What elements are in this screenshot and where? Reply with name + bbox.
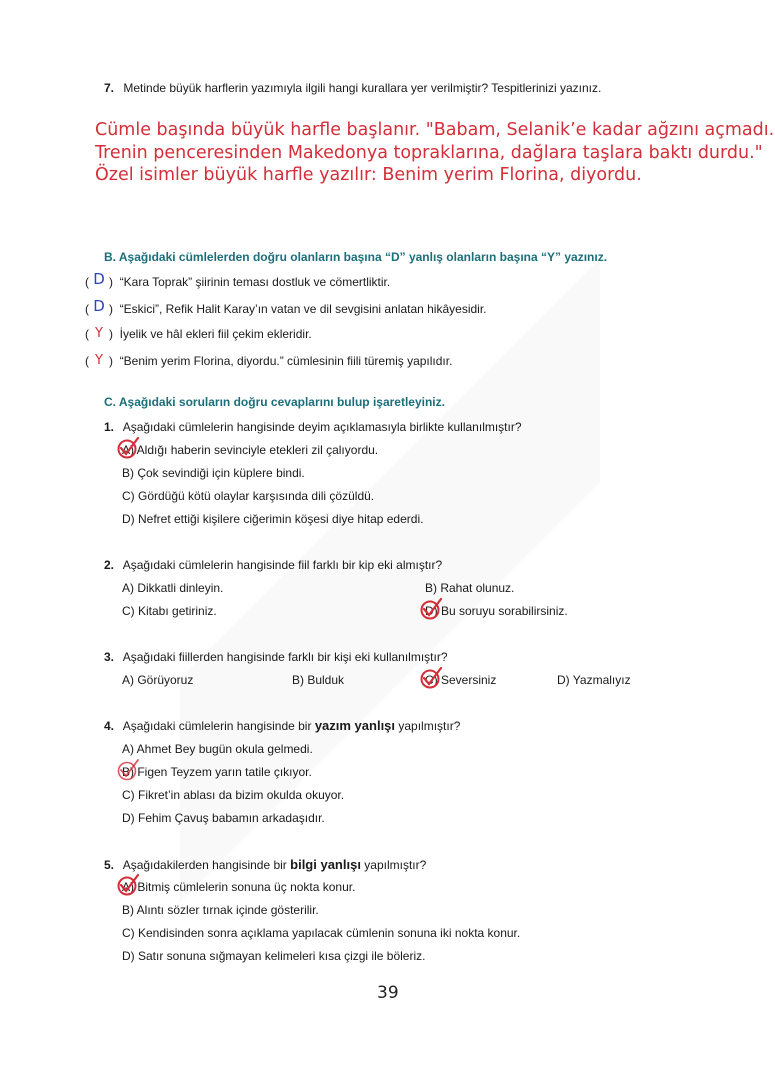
option-a[interactable]: A) Bitmiş cümlelerin sonuna üç nokta konur. — [122, 880, 356, 894]
question-text: Aşağıdaki cümlelerin hangisinde fiil farklı bir kip eki almıştır? — [122, 558, 443, 572]
option-c[interactable]: C) Gördüğü kötü olaylar karşısında dili çözüldü. — [122, 489, 375, 503]
option-d[interactable]: D) Yazmalıyız — [557, 673, 631, 687]
tf-item: ( D ) “Kara Toprak” şiirinin teması dostluk ve cömertliktir. — [85, 270, 391, 289]
check-mark-icon — [116, 758, 140, 782]
option-a[interactable]: A) Aldığı haberin sevinciyle etekleri zil çalıyordu. — [122, 443, 379, 457]
question-number: 3. — [104, 650, 115, 664]
option-c[interactable]: C) Fikret’in ablası da bizim okulda okuyor. — [122, 788, 345, 802]
answer-line: Trenin penceresinden Makedonya topraklarına, dağlara taşlara baktı durdu." — [95, 142, 763, 163]
option-b[interactable]: B) Rahat olunuz. — [425, 581, 515, 595]
question-3 — [104, 650, 448, 664]
tf-item: ( D ) “Eskici”, Refik Halit Karay’ın vatan ve dil sevgisini anlatan hikâyesidir. — [85, 297, 487, 316]
answer-line: Cümle başında büyük harfle başlanır. "Babam, Selanik’e kadar ağzını açmadı. — [95, 120, 775, 140]
question-number: 1. — [104, 420, 115, 434]
tf-item-text: İyelik ve hâl ekleri fiil çekim ekleridir. — [119, 327, 312, 341]
option-b[interactable]: B) Alıntı sözler tırnak içinde gösterilir. — [122, 903, 319, 917]
option-c[interactable]: C) Seversiniz — [425, 673, 497, 687]
option-c[interactable]: C) Kitabı getiriniz. — [122, 604, 217, 618]
question-1 — [104, 420, 522, 434]
check-mark-icon — [419, 666, 443, 690]
option-d[interactable]: D) Bu soruyu sorabilirsiniz. — [425, 604, 568, 618]
option-b[interactable]: B) Bulduk — [292, 673, 345, 687]
question-emphasis: yazım yanlışı — [314, 718, 396, 733]
question-2 — [104, 558, 442, 572]
question-text-end: yapılmıştır? — [398, 719, 461, 733]
question-4 — [104, 718, 460, 733]
answer-mark: D — [93, 297, 105, 315]
option-c[interactable]: C) Kendisinden sonra açıklama yapılacak cümlenin sonuna iki nokta konur. — [122, 926, 521, 940]
check-mark-icon — [116, 873, 140, 897]
question-text: Aşağıdakilerden hangisinde bir — [122, 858, 287, 872]
check-mark-icon — [116, 436, 140, 460]
question-text: Aşağıdaki fiillerden hangisinde farklı bir kişi eki kullanılmıştır? — [122, 650, 448, 664]
question-number: 5. — [104, 858, 115, 872]
option-a[interactable]: A) Ahmet Bey bugün okula gelmedi. — [122, 742, 313, 756]
option-b[interactable]: B) Figen Teyzem yarın tatile çıkıyor. — [122, 765, 312, 779]
question-number: 7. — [104, 81, 115, 95]
tf-item-text: “Eskici”, Refik Halit Karay’ın vatan ve dil sevgisini anlatan hikâyesidir. — [119, 302, 487, 316]
option-d[interactable]: D) Fehim Çavuş babamın arkadaşıdır. — [122, 811, 325, 825]
answer-mark: Y — [95, 353, 103, 368]
question-number: 4. — [104, 719, 115, 733]
answer-mark: D — [93, 270, 105, 288]
option-d[interactable]: D) Nefret ettiği kişilere ciğerimin köşesi diye hitap ederdi. — [122, 512, 424, 526]
question-text: Aşağıdaki cümlelerin hangisinde deyim açıklamasıyla birlikte kullanılmıştır? — [122, 420, 522, 434]
tf-item: ( Y ) İyelik ve hâl ekleri fiil çekim ekleridir. — [85, 326, 312, 341]
question-text: Aşağıdaki cümlelerin hangisinde bir — [122, 719, 312, 733]
section-c-heading: C. Aşağıdaki soruların doğru cevaplarını bulup işaretleyiniz. — [104, 395, 445, 409]
check-mark-icon — [419, 597, 443, 621]
tf-item: ( Y ) “Benim yerim Florina, diyordu.” cümlesinin fiili türemiş yapılıdır. — [85, 353, 453, 368]
question-5 — [104, 857, 426, 872]
answer-mark: Y — [95, 326, 103, 341]
section-b-heading: B. Aşağıdaki cümlelerden doğru olanların başına “D” yanlış olanların başına “Y” yazınız. — [104, 250, 608, 264]
answer-line: Özel isimler büyük harfle yazılır: Benim yerim Florina, diyordu. — [95, 165, 642, 185]
tf-item-text: “Benim yerim Florina, diyordu.” cümlesinin fiili türemiş yapılıdır. — [119, 354, 453, 368]
option-d[interactable]: D) Satır sonuna sığmayan kelimeleri kısa çizgi ile böleriz. — [122, 949, 426, 963]
option-b[interactable]: B) Çok sevindiği için küplere bindi. — [122, 466, 305, 480]
option-a[interactable]: A) Görüyoruz — [122, 673, 194, 687]
question-number: 2. — [104, 558, 115, 572]
question-text-end: yapılmıştır? — [364, 858, 427, 872]
option-a[interactable]: A) Dikkatli dinleyin. — [122, 581, 224, 595]
page-number: 39 — [377, 983, 399, 1003]
handwritten-answer-7 — [95, 119, 774, 187]
tf-item-text: “Kara Toprak” şiirinin teması dostluk ve cömertliktir. — [119, 275, 391, 289]
question-emphasis: bilgi yanlışı — [290, 857, 361, 872]
question-text: Metinde büyük harflerin yazımıyla ilgili hangi kurallara yer verilmiştir? Tespitlerinizi yazınız. — [123, 81, 602, 95]
question-7 — [104, 81, 601, 95]
